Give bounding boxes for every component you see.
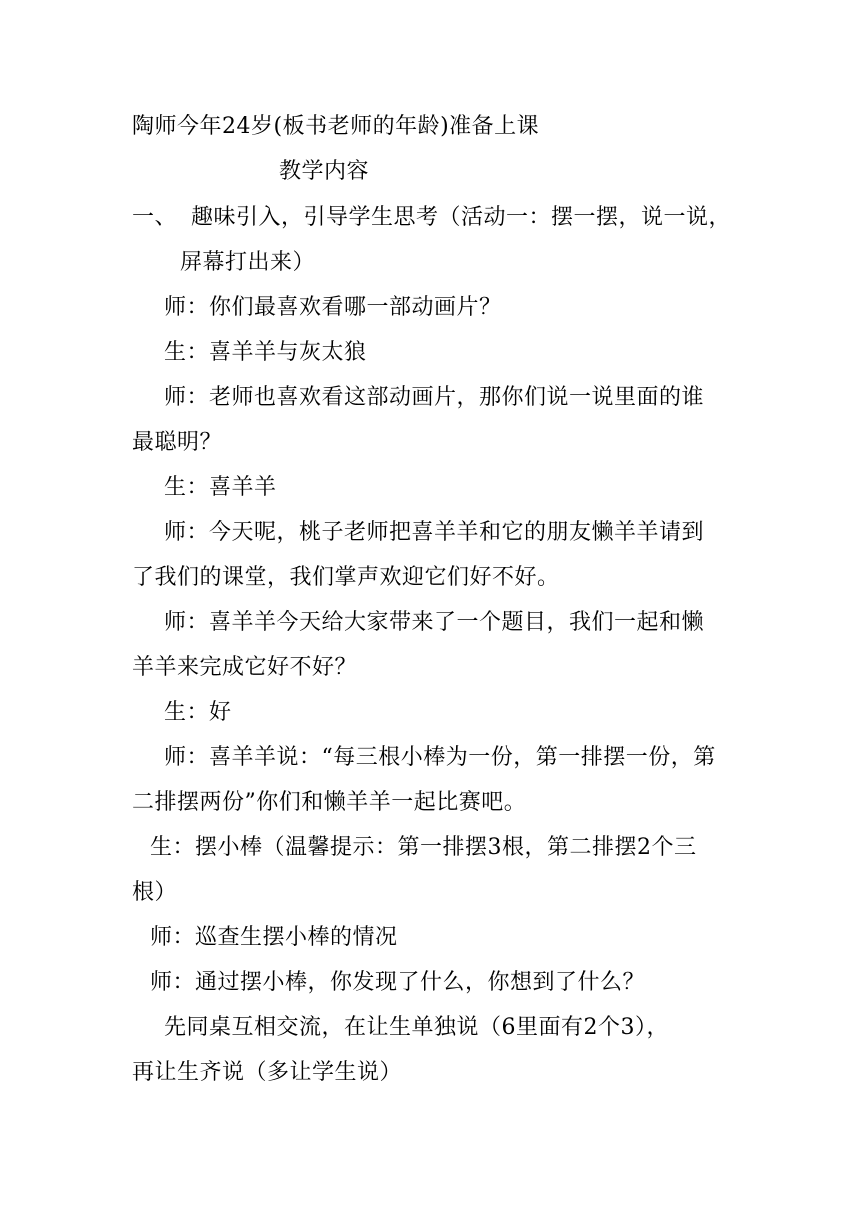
paragraph-continuation [132, 653, 357, 683]
dialogue-line: 师：今天呢，桃子老师把喜羊羊和它的朋友懒羊羊请到 [164, 520, 705, 545]
dialogue-line: 师：通过摆小棒，你发现了什么，你想到了什么？ [150, 970, 646, 995]
heading-1-text: 趣味引入，引导学生思考（活动一：摆一摆，说一说， [191, 205, 732, 230]
dialogue-line-continuation: 了我们的课堂，我们掌声欢迎它们好不好。 [132, 565, 560, 590]
paragraph [164, 518, 704, 548]
heading-1-continuation [180, 248, 315, 278]
section-title-text: 教学内容 [279, 159, 370, 184]
paragraph [164, 338, 367, 368]
paragraph [164, 743, 716, 773]
dialogue-line: 师：喜羊羊说：“每三根小棒为一份，第一排摆一份，第 [164, 745, 716, 770]
dialogue-line: 生：摆小棒（温馨提示：第一排摆3根，第二排摆2个三 [150, 835, 697, 860]
paragraph [150, 923, 398, 953]
dialogue-line: 师：你们最喜欢看哪一部动画片？ [164, 295, 502, 320]
dialogue-line: 生：好 [164, 700, 232, 725]
dialogue-line-continuation: 再让生齐说（多让学生说） [132, 1060, 403, 1085]
paragraph-continuation [132, 563, 560, 593]
paragraph [150, 968, 645, 998]
dialogue-line-continuation: 根） [132, 880, 178, 905]
dialogue-line: 师：巡查生摆小棒的情况 [150, 925, 398, 950]
paragraph [150, 833, 697, 863]
header-line-text: 陶师今年24岁(板书老师的年龄)准备上课 [132, 114, 540, 139]
paragraph-continuation [132, 878, 177, 908]
paragraph [164, 1013, 669, 1043]
header-line [132, 112, 539, 142]
dialogue-line: 先同桌互相交流，在让生单独说（6里面有2个3）， [164, 1015, 669, 1040]
paragraph [164, 608, 704, 638]
paragraph-continuation [132, 1058, 402, 1088]
paragraph-continuation [132, 788, 526, 818]
dialogue-line-continuation: 最聪明？ [132, 430, 223, 455]
paragraph [164, 473, 277, 503]
dialogue-line: 师：喜羊羊今天给大家带来了一个题目，我们一起和懒 [164, 610, 705, 635]
heading-1-marker: 一、 [132, 205, 178, 230]
paragraph [164, 383, 704, 413]
dialogue-line-continuation: 羊羊来完成它好不好？ [132, 655, 358, 680]
dialogue-line: 生：喜羊羊与灰太狼 [164, 340, 367, 365]
dialogue-line-continuation: 二排摆两份”你们和懒羊羊一起比赛吧。 [132, 790, 527, 815]
heading-1-continuation-text: 屏幕打出来） [180, 250, 316, 275]
section-title [279, 157, 369, 187]
paragraph [164, 698, 232, 728]
paragraph-continuation [132, 428, 222, 458]
dialogue-line: 师：老师也喜欢看这部动画片，那你们说一说里面的谁 [164, 385, 705, 410]
heading-1 [132, 203, 731, 233]
paragraph [164, 293, 502, 323]
dialogue-line: 生：喜羊羊 [164, 475, 277, 500]
